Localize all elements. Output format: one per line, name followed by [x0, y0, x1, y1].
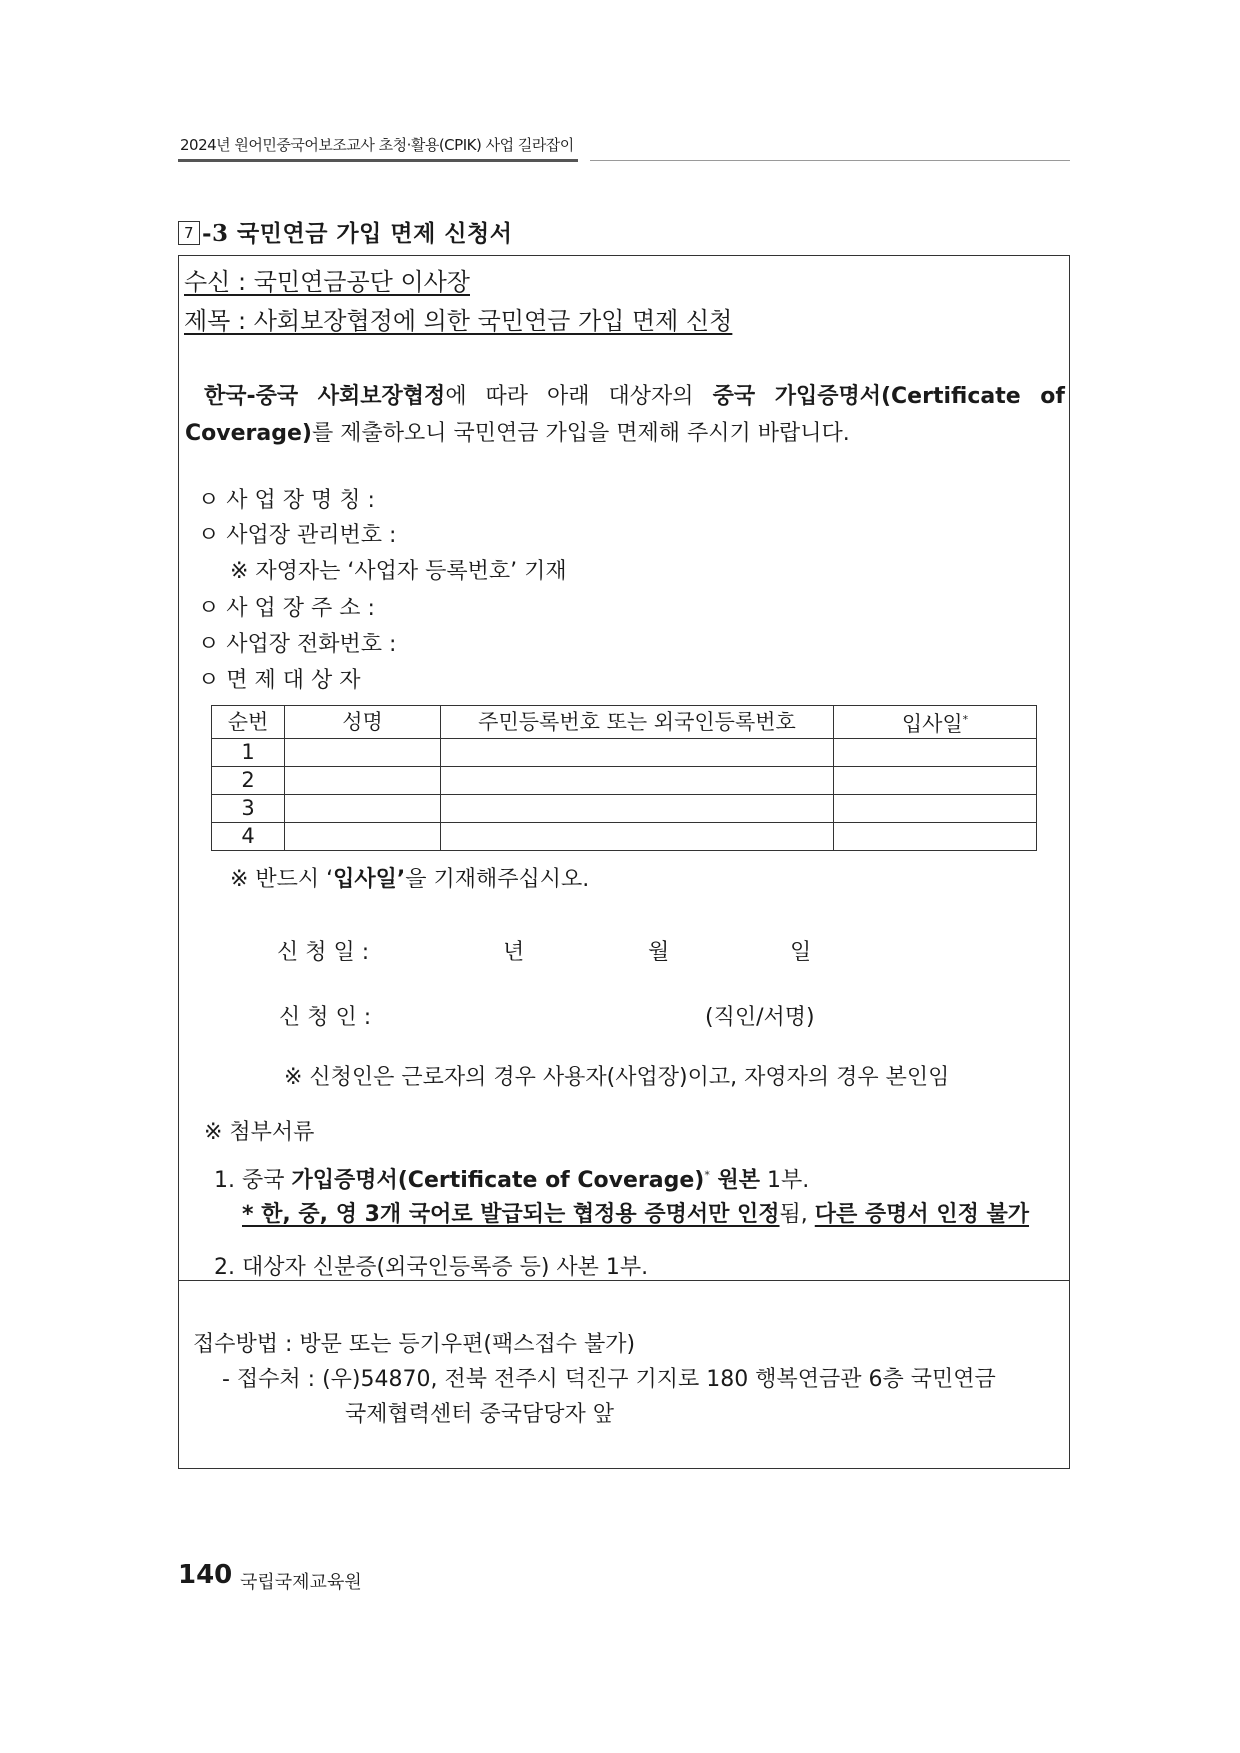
table-row	[212, 823, 1037, 851]
item1-suffix: 1부.	[760, 1168, 810, 1193]
hire-date-cell[interactable]	[834, 823, 1037, 851]
field-workplace-name: ㅇ 사 업 장 명 칭 :	[198, 488, 375, 513]
hire-date-cell[interactable]	[834, 739, 1037, 767]
item1-certificate: 가입증명서(Certificate of Coverage)	[291, 1168, 705, 1193]
hire-date-cell[interactable]	[834, 795, 1037, 823]
page-number: 140	[178, 1560, 233, 1590]
running-title: 2024년 원어민중국어보조교사 초청·활용(CPIK) 사업 길라잡이	[180, 136, 574, 154]
subject-line: 제목 : 사회보장협정에 의한 국민연금 가입 면제 신청	[184, 307, 733, 335]
application-date-day[interactable]: 일	[790, 940, 812, 965]
agreement-name: 한국-중국 사회보장협정	[204, 384, 446, 409]
hire-date-note	[230, 862, 589, 893]
table-row	[212, 767, 1037, 795]
name-cell[interactable]	[285, 795, 441, 823]
field-workplace-phone: ㅇ 사업장 전화번호 :	[198, 632, 397, 657]
recipient-line: 수신 : 국민연금공단 이사장	[184, 268, 470, 296]
self-employed-note: ※ 자영자는 ‘사업자 등록번호’ 기재	[230, 559, 567, 584]
name-cell[interactable]	[285, 739, 441, 767]
submission-place-line1: - 접수처 : (우)54870, 전북 전주시 덕진구 기지로 180 행복연금관 6층 국민연금	[222, 1367, 996, 1392]
header-rule	[178, 159, 578, 162]
row-number: 3	[212, 795, 285, 823]
item1-mark: *	[704, 1168, 710, 1182]
paragraph-text-2: 를 제출하오니 국민연금 가입을 면제해 주시기 바랍니다.	[311, 421, 850, 446]
field-workplace-address: ㅇ 사 업 장 주 소 :	[198, 596, 375, 621]
applicant-sign[interactable]: (직인/서명)	[705, 1005, 815, 1030]
row-number: 1	[212, 739, 285, 767]
header-rule-thin	[590, 160, 1070, 161]
applicant-label: 신 청 인 :	[279, 1005, 372, 1030]
name-cell[interactable]	[285, 767, 441, 795]
item1-original: 원본	[709, 1168, 761, 1193]
exempt-targets-table	[211, 705, 1037, 851]
attachment-item-1-note	[242, 1197, 1029, 1228]
note-bold: 입사일’	[333, 867, 406, 892]
table-row	[212, 739, 1037, 767]
note-not-accepted: 다른 증명서 인정 불가	[814, 1202, 1030, 1227]
note-accepted-only: * 한, 중, 영 3개 국어로 발급되는 협정용 증명서만 인정	[242, 1202, 780, 1227]
col-header-name: 성명	[285, 706, 441, 739]
paragraph-line-2	[185, 421, 850, 446]
row-number: 4	[212, 823, 285, 851]
application-date-year[interactable]: 년	[503, 940, 525, 965]
hire-date-mark: *	[962, 713, 969, 726]
note-connector: 됨,	[779, 1202, 815, 1227]
coverage-certificate-name: 중국 가입증명서(Certificate of	[712, 384, 1065, 409]
application-date-month[interactable]: 월	[648, 940, 670, 965]
id-number-cell[interactable]	[441, 823, 834, 851]
section-title	[178, 215, 512, 248]
id-number-cell[interactable]	[441, 795, 834, 823]
table-header-row	[212, 706, 1037, 739]
request-paragraph	[185, 378, 1065, 452]
col-header-hire-date	[834, 706, 1037, 739]
paragraph-text: 에 따라 아래 대상자의	[445, 384, 713, 409]
submission-method: 접수방법 : 방문 또는 등기우편(팩스접수 불가)	[193, 1332, 636, 1357]
attachments-title: ※ 첨부서류	[204, 1120, 315, 1145]
name-cell[interactable]	[285, 823, 441, 851]
application-date-label: 신 청 일 :	[277, 940, 370, 965]
section-title-text: -3 국민연금 가입 면제 신청서	[202, 220, 513, 247]
hire-date-label: 입사일	[901, 712, 963, 736]
id-number-cell[interactable]	[441, 767, 834, 795]
note-suffix: 을 기재해주십시오.	[405, 867, 590, 892]
hire-date-cell[interactable]	[834, 767, 1037, 795]
col-header-id-number: 주민등록번호 또는 외국인등록번호	[441, 706, 834, 739]
paragraph-line-1	[185, 378, 1065, 415]
applicant-note: ※ 신청인은 근로자의 경우 사용자(사업장)이고, 자영자의 경우 본인임	[284, 1065, 950, 1090]
item1-prefix: 1. 중국	[214, 1168, 292, 1193]
coverage-word: Coverage)	[185, 421, 312, 446]
attachment-item-2: 2. 대상자 신분증(외국인등록증 등) 사본 1부.	[214, 1255, 649, 1280]
submission-place-line2: 국제협력센터 중국담당자 앞	[345, 1402, 615, 1427]
field-workplace-mgmt-no: ㅇ 사업장 관리번호 :	[198, 523, 397, 548]
attachment-item-1	[214, 1163, 809, 1194]
note-prefix: ※ 반드시 ‘	[230, 867, 334, 892]
footer-organization: 국립국제교육원	[240, 1572, 362, 1593]
field-exempt-targets: ㅇ 면 제 대 상 자	[198, 668, 361, 693]
id-number-cell[interactable]	[441, 739, 834, 767]
section-number-box: 7	[178, 221, 200, 245]
table-row	[212, 795, 1037, 823]
row-number: 2	[212, 767, 285, 795]
col-header-no: 순번	[212, 706, 285, 739]
